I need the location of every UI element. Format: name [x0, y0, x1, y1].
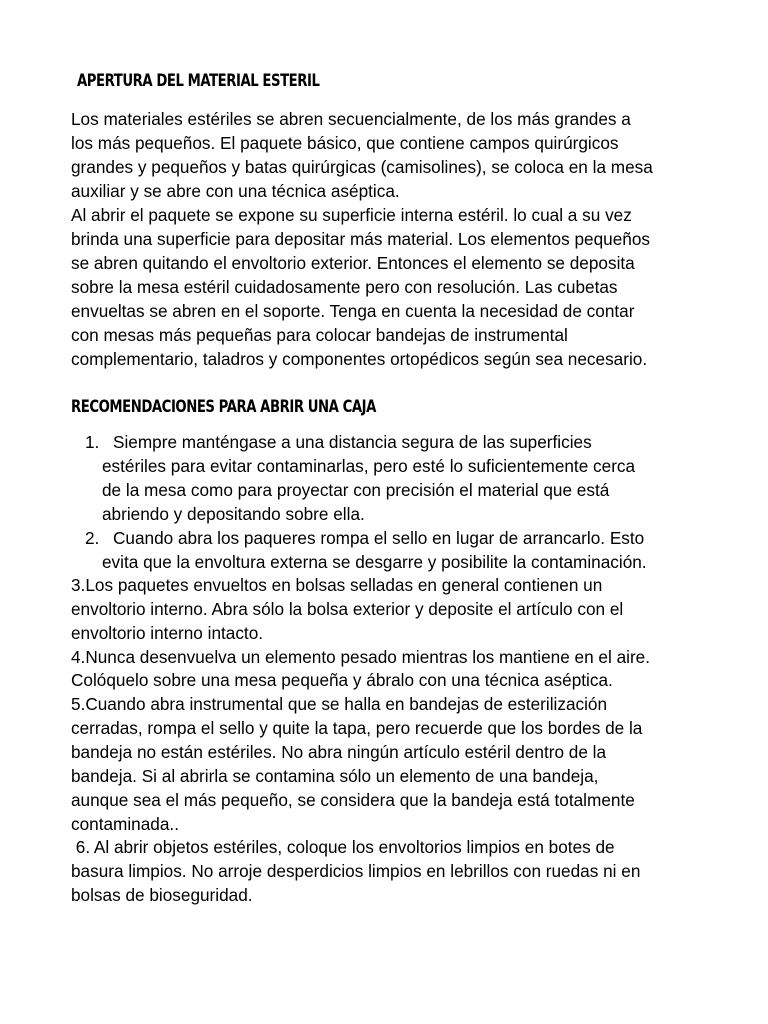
list-item-line: bolsas de bioseguridad. — [71, 885, 253, 905]
list-item-line: aunque sea el más pequeño, se considera que la bandeja está totalmente — [71, 790, 635, 810]
list-item-line: 4.Nunca desenvuelva un elemento pesado mientras los mantiene en el aire. — [71, 647, 651, 667]
list-item-line: cerradas, rompa el sello y quite la tapa, pero recuerde que los bordes de la — [71, 718, 643, 738]
paragraph-line: envueltas se abren en el soporte. Tenga en cuenta la necesidad de contar — [71, 301, 635, 321]
paragraph-line: Al abrir el paquete se expone su superficie interna estéril. lo cual a su vez — [71, 205, 632, 225]
heading-apertura: APERTURA DEL MATERIAL ESTERIL — [77, 71, 320, 91]
list-item-line: envoltorio interno. Abra sólo la bolsa exterior y deposite el artículo con el — [71, 599, 624, 619]
paragraph-line: grandes y pequeños y batas quirúrgicas (camisolines), se coloca en la mesa — [71, 157, 653, 177]
paragraph-line: Los materiales estériles se abren secuencialmente, de los más grandes a — [71, 109, 631, 129]
paragraph-line: sobre la mesa estéril cuidadosamente pero con resolución. Las cubetas — [71, 277, 618, 297]
paragraph-line: se abren quitando el envoltorio exterior. Entonces el elemento se deposita — [71, 253, 635, 273]
list-item-line: bandeja no están estériles. No abra ningún artículo estéril dentro de la — [71, 742, 607, 762]
heading-recomendaciones: RECOMENDACIONES PARA ABRIR UNA CAJA — [71, 397, 376, 417]
list-item-line: evita que la envoltura externa se desgarre y posibilite la contaminación. — [102, 552, 647, 572]
list-item-line: estériles para evitar contaminarlas, pero esté lo suficientemente cerca — [102, 456, 636, 476]
list-item-line: de la mesa como para proyectar con precisión el material que está — [102, 480, 610, 500]
list-item-number: 2. — [85, 528, 100, 548]
list-item-line: Colóquelo sobre una mesa pequeña y ábralo con una técnica aséptica. — [71, 670, 613, 690]
list-item-line: contaminada.. — [71, 814, 179, 834]
list-item-line: abriendo y depositando sobre ella. — [102, 504, 365, 524]
list-item-line: 3.Los paquetes envueltos en bolsas selladas en general contienen un — [71, 575, 603, 595]
list-item-line: 6. Al abrir objetos estériles, coloque los envoltorios limpios en botes de — [71, 837, 615, 857]
list-item-line: 5.Cuando abra instrumental que se halla en bandejas de esterilización — [71, 694, 608, 714]
paragraph-line: complementario, taladros y componentes ortopédicos según sea necesario. — [71, 349, 648, 369]
list-item-line: envoltorio interno intacto. — [71, 623, 264, 643]
paragraph-line: auxiliar y se abre con una técnica aséptica. — [71, 181, 400, 201]
list-item-line: basura limpios. No arroje desperdicios limpios en lebrillos con ruedas ni en — [71, 861, 641, 881]
list-item-number: 1. — [85, 432, 100, 452]
list-item-line: Cuando abra los paqueres rompa el sello en lugar de arrancarlo. Esto — [113, 528, 645, 548]
list-item-line: bandeja. Si al abrirla se contamina sólo un elemento de una bandeja, — [71, 766, 599, 786]
list-item-line: Siempre manténgase a una distancia segura de las superficies — [113, 432, 592, 452]
paragraph-line: brinda una superficie para depositar más material. Los elementos pequeños — [71, 229, 650, 249]
paragraph-line: los más pequeños. El paquete básico, que contiene campos quirúrgicos — [71, 133, 619, 153]
paragraph-line: con mesas más pequeñas para colocar bandejas de instrumental — [71, 325, 568, 345]
